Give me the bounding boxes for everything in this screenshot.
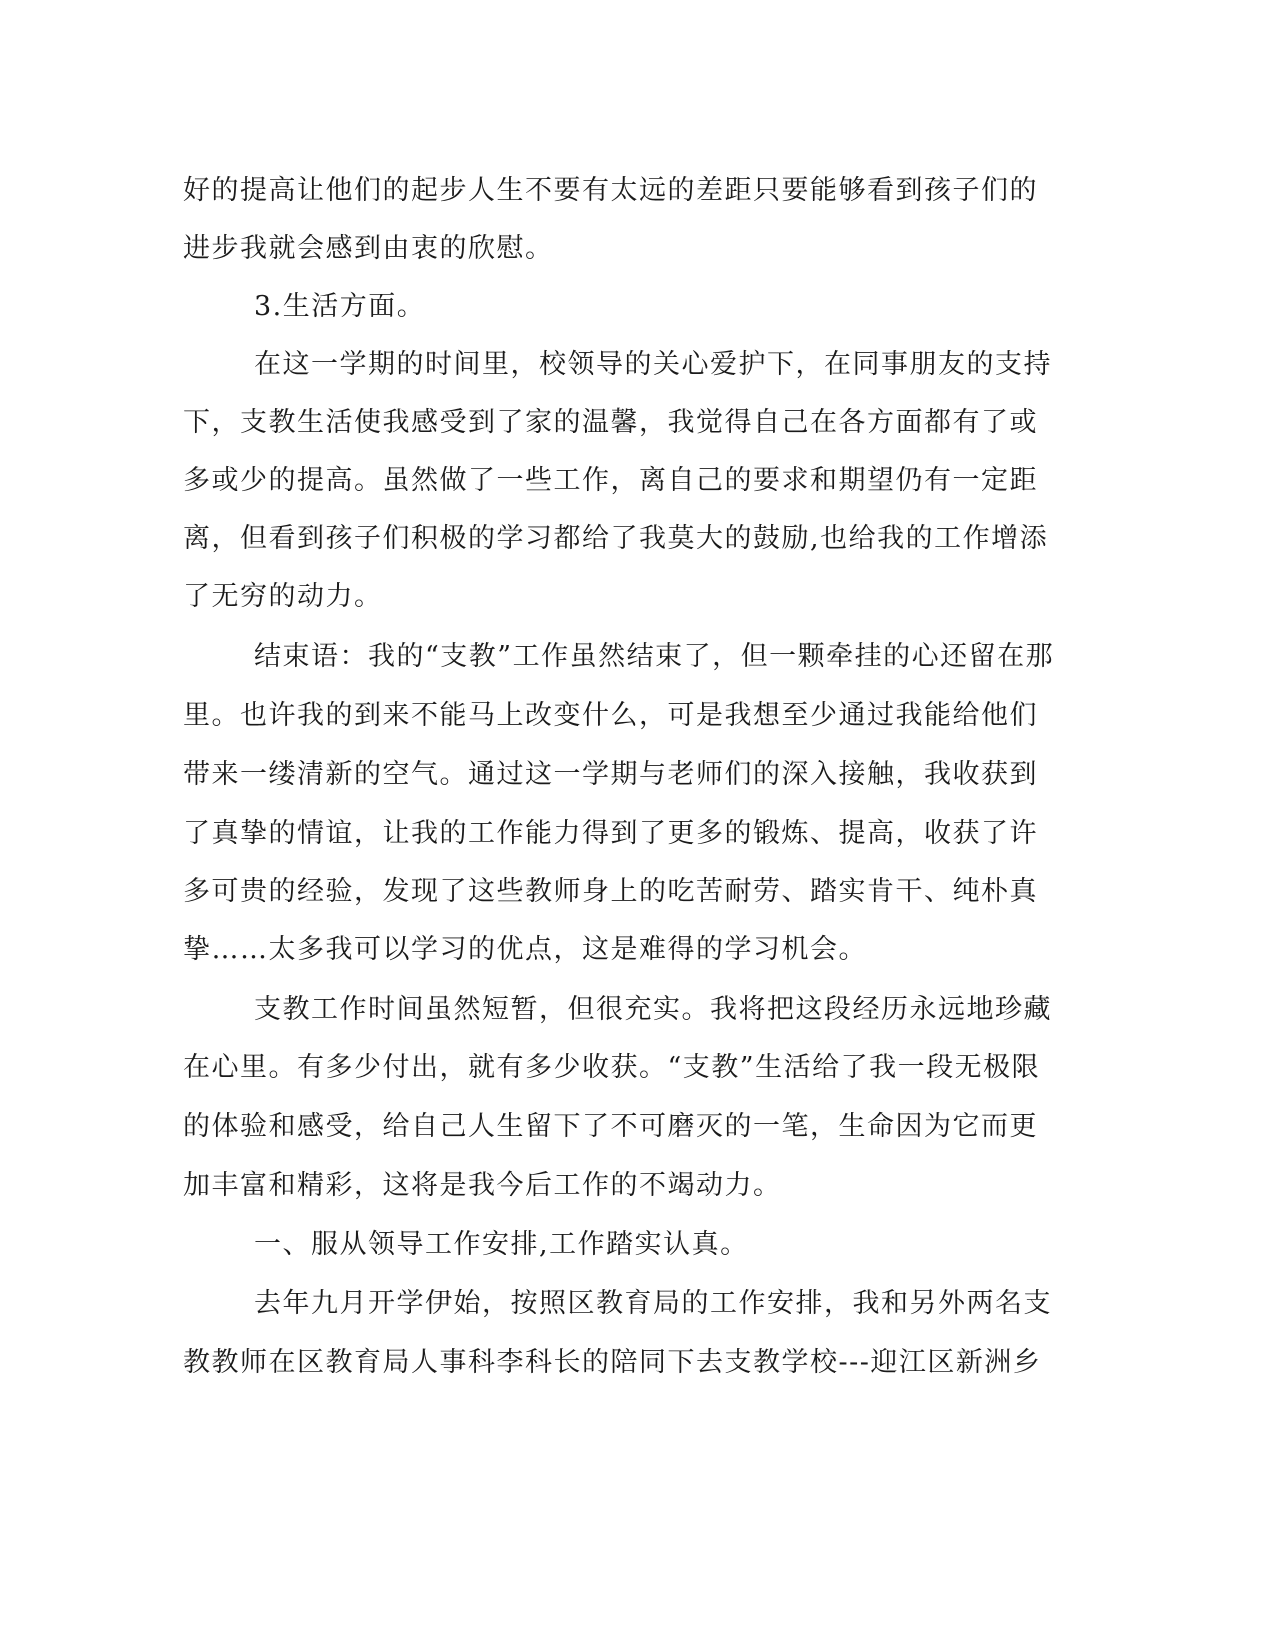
text-line: 进步我就会感到由衷的欣慰。 <box>183 233 554 264</box>
section-heading: 3.生活方面。 <box>254 291 426 322</box>
text-line: 里。也许我的到来不能马上改变什么，可是我想至少通过我能给他们 <box>183 700 1038 731</box>
text-line: 支教工作时间虽然短暂，但很充实。我将把这段经历永远地珍藏 <box>254 994 1052 1025</box>
text-line: 了无穷的动力。 <box>183 581 383 612</box>
text-line: 在心里。有多少付出，就有多少收获。“支教”生活给了我一段无极限 <box>183 1052 1041 1083</box>
text-line: 带来一缕清新的空气。通过这一学期与老师们的深入接触，我收获到 <box>183 759 1038 790</box>
text-line: 挚……太多我可以学习的优点，这是难得的学习机会。 <box>183 934 867 965</box>
text-line: 结束语：我的“支教”工作虽然结束了，但一颗牵挂的心还留在那 <box>254 641 1055 672</box>
text-line: 多或少的提高。虽然做了一些工作，离自己的要求和期望仍有一定距 <box>183 465 1038 496</box>
text-line: 的体验和感受，给自己人生留下了不可磨灭的一笔，生命因为它而更 <box>183 1111 1038 1142</box>
text-line: 好的提高让他们的起步人生不要有太远的差距只要能够看到孩子们的 <box>183 175 1038 206</box>
text-line: 教教师在区教育局人事科李科长的陪同下去支教学校---迎江区新洲乡 <box>183 1347 1042 1378</box>
text-line: 多可贵的经验，发现了这些教师身上的吃苦耐劳、踏实肯干、纯朴真 <box>183 876 1038 907</box>
section-heading: 一、服从领导工作安排,工作踏实认真。 <box>254 1229 749 1260</box>
text-line: 在这一学期的时间里，校领导的关心爱护下，在同事朋友的支持 <box>254 349 1052 380</box>
text-line: 加丰富和精彩，这将是我今后工作的不竭动力。 <box>183 1170 782 1201</box>
text-line: 下，支教生活使我感受到了家的温馨，我觉得自己在各方面都有了或 <box>183 407 1038 438</box>
text-line: 去年九月开学伊始，按照区教育局的工作安排，我和另外两名支 <box>254 1288 1052 1319</box>
text-line: 了真挚的情谊，让我的工作能力得到了更多的锻炼、提高，收获了许 <box>183 818 1038 849</box>
text-line: 离，但看到孩子们积极的学习都给了我莫大的鼓励,也给我的工作增添 <box>183 523 1049 554</box>
